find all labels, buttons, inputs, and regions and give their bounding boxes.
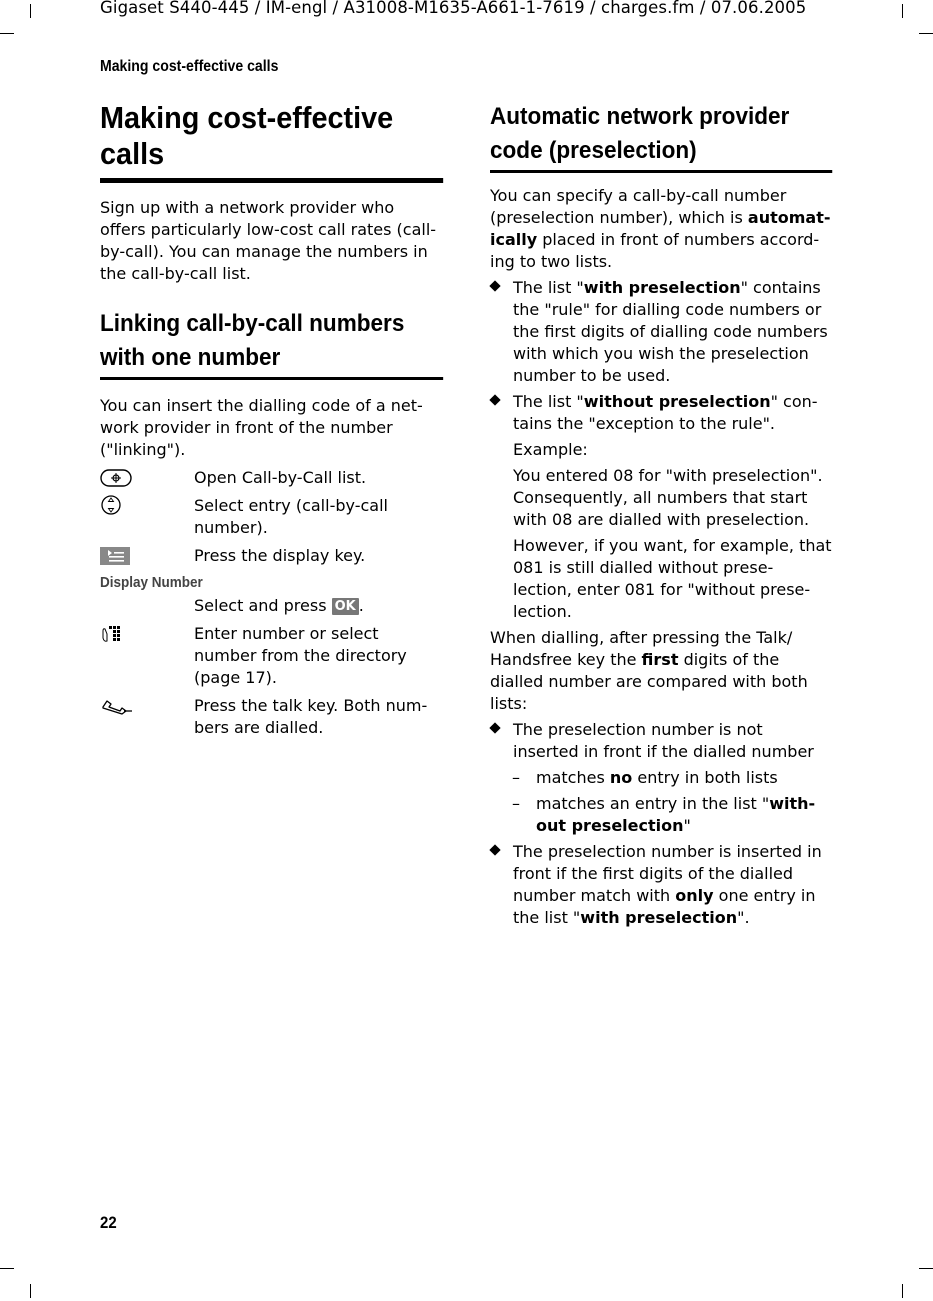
- document-info-header: Gigaset S440-445 / IM-engl / A31008-M1635-A661-1-7619 / charges.fm / 07.06.2005: [100, 0, 807, 17]
- step-enter-number: [100, 623, 443, 689]
- crop-mark: [30, 1284, 31, 1298]
- keypad-icon: [100, 625, 132, 643]
- diamond-bullet-icon: [489, 844, 500, 855]
- running-head: Making cost-effective calls: [100, 58, 279, 75]
- step-text: Open Call-by-Call list.: [194, 468, 367, 487]
- step-text: Select and press: [194, 596, 327, 615]
- bullet-not-inserted: The preselection number is not inserted in front if the dialled number: [490, 719, 832, 763]
- step-text: Press the display key.: [194, 546, 366, 565]
- step-open-list: [100, 467, 443, 489]
- crop-mark: [30, 4, 31, 18]
- example-text-2: However, if you want, for example, that 081 is still dialled without prese-lection, enter 081 for "without prese-lection.: [513, 536, 832, 621]
- section-heading-preselection: Automatic network provider code (preselection): [490, 100, 832, 173]
- crop-mark: [0, 1268, 14, 1269]
- crop-mark: [902, 4, 903, 18]
- bullet-inserted: The preselection number is inserted in front if the first digits of the dialled number match with only one entry in the list "with preselection".: [490, 841, 832, 929]
- crop-mark: [919, 1268, 933, 1269]
- diamond-bullet-icon: [489, 394, 500, 405]
- crop-mark: [902, 1284, 903, 1298]
- call-by-call-key-icon: [100, 469, 132, 487]
- page-number: 22: [100, 1213, 117, 1232]
- step-display-key: [100, 545, 443, 567]
- bullet-with-preselection: The list "with preselection" contains the "rule" for dialling code numbers or the first digits of dialling code numbers with which you wish the preselection number to be used.: [490, 277, 832, 387]
- display-key-icon: [100, 547, 132, 565]
- dialling-paragraph: When dialling, after pressing the Talk/ Handsfree key the first digits of the dialled number are compared with both lists:: [490, 628, 808, 713]
- step-text: Enter number or select number from the directory (page 17).: [194, 624, 407, 687]
- diamond-bullet-icon: [489, 722, 500, 733]
- dash-item-no-entry: – matches no entry in both lists: [512, 768, 778, 787]
- ok-key-icon: OK: [332, 598, 359, 615]
- bullet-without-preselection: The list "without preselection" con-tains the "exception to the rule".: [490, 391, 832, 435]
- section-heading-linking: Linking call-by-call numbers with one number: [100, 307, 443, 380]
- example-label: Example:: [513, 440, 588, 459]
- talk-key-icon: [100, 697, 132, 715]
- crop-mark: [919, 33, 933, 34]
- diamond-bullet-icon: [489, 280, 500, 291]
- example-text-1: You entered 08 for "with preselection". Consequently, all numbers that start with 08 are dialled with preselection.: [513, 466, 823, 529]
- intro-paragraph: Sign up with a network provider who offers particularly low-cost call rates (call-by-call). You can manage the numbers in the call-by-call list.: [100, 198, 437, 283]
- menu-label-display-number: Display Number: [100, 574, 203, 591]
- step-select-ok: Select and press OK .: [194, 596, 364, 615]
- dash-item-without-list: – matches an entry in the list "with-out preselection": [512, 794, 816, 835]
- right-column: [490, 100, 832, 929]
- preselection-intro: You can specify a call-by-call number (preselection number), which is automat-ically placed in front of numbers accord-ing to two lists.: [490, 186, 831, 271]
- crop-mark: [0, 33, 14, 34]
- step-text: Select entry (call-by-call number).: [194, 496, 388, 537]
- step-select-entry: [100, 495, 443, 539]
- step-talk-key: [100, 695, 443, 739]
- step-text: Press the talk key. Both num-bers are dialled.: [194, 696, 428, 737]
- left-column: [100, 100, 443, 745]
- control-key-icon: [100, 495, 132, 517]
- linking-paragraph: You can insert the dialling code of a net-work provider in front of the number ("linking").: [100, 396, 423, 459]
- page-title: Making cost-effective calls: [100, 100, 443, 183]
